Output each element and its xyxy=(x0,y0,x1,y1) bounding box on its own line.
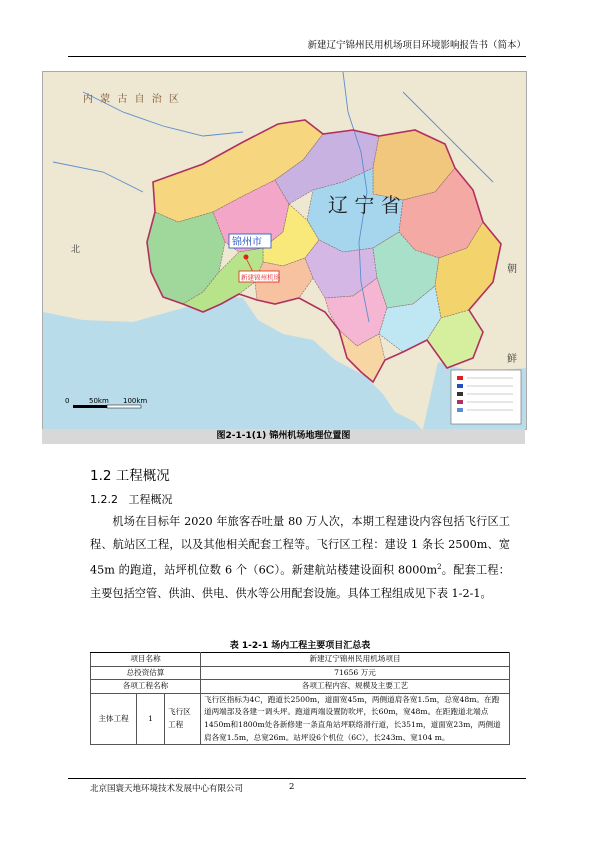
label-korea-2: 鲜 xyxy=(507,354,517,365)
running-header: 新建辽宁锦州民用机场项目环境影响报告书（简本） xyxy=(307,40,526,51)
cell-items-label: 各项工程名称 xyxy=(91,680,201,694)
label-korea: 朝 xyxy=(507,264,517,275)
subsection-number: 1.2.2 xyxy=(90,493,118,506)
page-number: 2 xyxy=(289,782,295,792)
section-heading: 1.2 工程概况 xyxy=(90,468,170,484)
label-city: 锦州市 xyxy=(232,237,262,248)
scale-label-100: 100km xyxy=(123,397,148,405)
footer-rule xyxy=(68,778,526,779)
table-row xyxy=(91,666,510,680)
location-map xyxy=(42,71,527,430)
map-legend xyxy=(451,370,521,424)
map-caption: 图2-1-1(1) 锦州机场地理位置图 xyxy=(42,429,525,444)
scale-label-0: 0 xyxy=(65,397,70,405)
label-inner-mongolia: 内 蒙 古 自 治 区 xyxy=(83,94,181,105)
cell-main-label: 主体工程 xyxy=(91,693,137,744)
table-row xyxy=(91,653,510,667)
cell-flight-area: 飞行区工程 xyxy=(165,693,201,744)
table-title: 表 1-2-1 场内工程主要项目汇总表 xyxy=(229,641,371,651)
table-row xyxy=(91,680,510,694)
body-paragraph xyxy=(90,511,510,605)
cell-investment-label: 总投资估算 xyxy=(91,666,201,680)
cell-items-value: 各项工程内容、规模及主要工艺 xyxy=(201,680,510,694)
scale-label-50: 50km xyxy=(89,397,109,405)
cell-flight-area-desc: 飞行区指标为4C，跑道长2500m，道面宽45m，两侧道肩各宽1.5m，总宽48m。在跑道两端部及各建一调头坪。跑道两端设置防吹坪，长60m，宽48m。在距跑道北端点1450m和1800m处各新修建一条直角站坪联络滑行道，长351m，道面宽23m，两侧道肩各宽1.5m，总宽26m。站坪设6个机位（6C），长243m、宽104 m。 xyxy=(201,693,510,744)
subsection-title: 工程概况 xyxy=(128,493,173,506)
label-province: 辽 宁 省 xyxy=(328,193,401,217)
cell-project-name-value: 新建辽宁锦州民用机场项目 xyxy=(201,653,510,667)
footer-organization: 北京国寰天地环境技术发展中心有限公司 xyxy=(90,784,244,794)
subsection-heading xyxy=(90,491,173,507)
header-rule xyxy=(68,56,526,57)
label-airport: 新建锦州机场 xyxy=(241,273,280,282)
cell-index: 1 xyxy=(137,693,165,744)
paragraph-text-1: 机场在目标年 2020 年旅客吞吐量 80 万人次，本期工程建设内容包括飞行区工程、航站区工程，以及其他相关配套工程等。飞行区工程：建设 1 条长 2500m、宽 45m 的跑道，站坪机位数 6 个（6C）。新建航站楼建设面积 8000m xyxy=(90,515,510,577)
airport-marker xyxy=(244,255,249,260)
label-north: 北 xyxy=(71,245,81,255)
cell-investment-value: 71656 万元 xyxy=(201,666,510,680)
summary-table xyxy=(90,652,510,745)
cell-project-name-label: 项目名称 xyxy=(91,653,201,667)
table-row xyxy=(91,693,510,744)
paragraph-text-2: 。配套工程：主要包括空管、供油、供电、供水等公用配套设施。具体工程组成见下表 1-2-1。 xyxy=(90,563,510,600)
paragraph-superscript: 2 xyxy=(437,563,442,572)
